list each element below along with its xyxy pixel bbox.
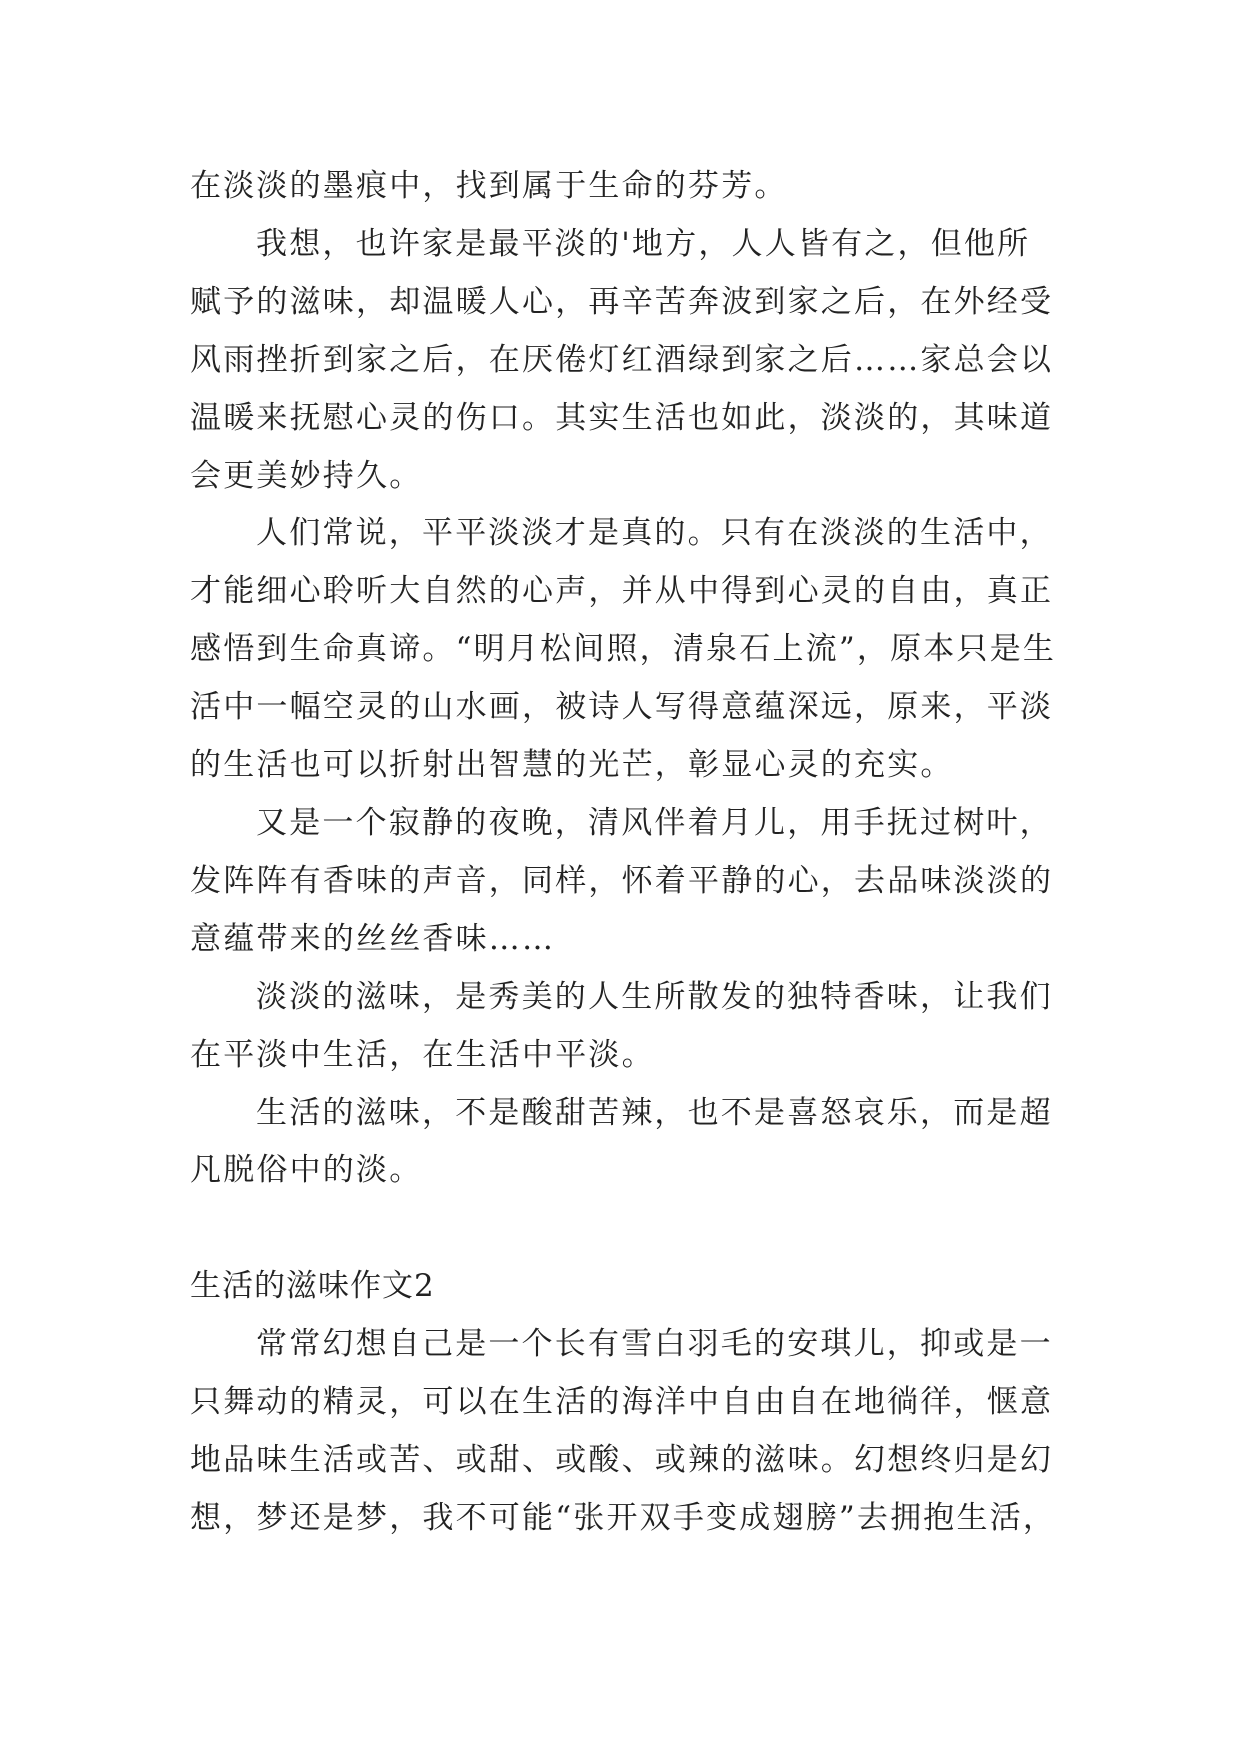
section-heading: 生活的滋味作文2 [190, 1268, 435, 1305]
paragraph-3: 人们常说，平平淡淡才是真的。只有在淡淡的生活中，才能细心聆听大自然的心声，并从中得到心灵的自由，真正感悟到生命真谛。“明月松间照，清泉石上流”，原本只是生活中一幅空灵的山水画，被诗人写得意蕴深远，原来，平淡的生活也可以折射出智慧的光芒，彰显心灵的充实。 [190, 515, 1057, 784]
section-spacer [190, 1200, 1060, 1258]
paragraph-4: 又是一个寂静的夜晚，清风伴着月儿，用手抚过树叶，发阵阵有香味的声音，同样，怀着平静的心，去品味淡淡的意蕴带来的丝丝香味…… [190, 804, 1054, 957]
paragraph-5: 淡淡的滋味，是秀美的人生所散发的独特香味，让我们在平淡中生活，在生活中平淡。 [190, 978, 1053, 1073]
paragraph-2: 我想，也许家是最平淡的'地方，人人皆有之，但他所赋予的滋味，却温暖人心，再辛苦奔波到家之后，在外经受风雨挫折到家之后，在厌倦灯红酒绿到家之后……家总会以温暖来抚慰心灵的伤口。其实生活也如此，淡淡的，其味道会更美妙持久。 [190, 225, 1054, 494]
paragraph-1: 在淡淡的墨痕中，找到属于生命的芬芳。 [190, 168, 788, 204]
document-body [190, 158, 1060, 1548]
paragraph-6: 生活的滋味，不是酸甜苦辣，也不是喜怒哀乐，而是超凡脱俗中的淡。 [190, 1094, 1053, 1189]
paragraph-7: 常常幻想自己是一个长有雪白羽毛的安琪儿，抑或是一只舞动的精灵，可以在生活的海洋中自由自在地徜徉，惬意地品味生活或苦、或甜、或酸、或辣的滋味。幻想终归是幻想，梦还是梦，我不可能“张开双手变成翅膀”去拥抱生活， [190, 1326, 1057, 1536]
